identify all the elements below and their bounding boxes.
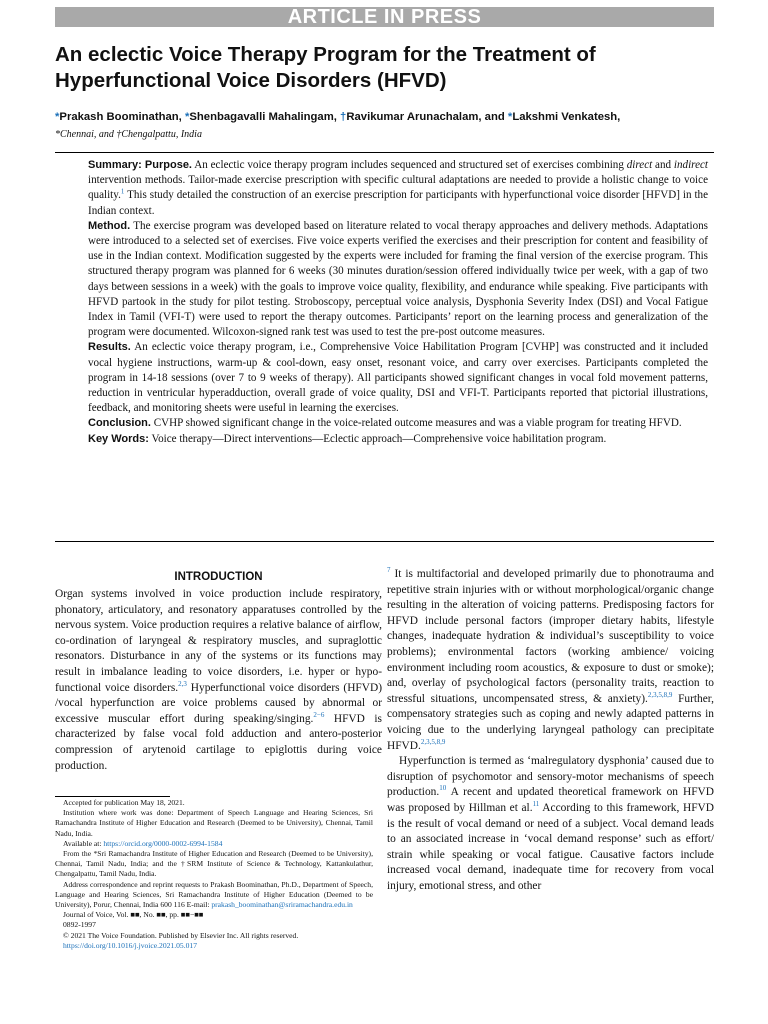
abstract-conclusion: Conclusion. CVHP showed significant change in the voice-related outcome measures and was a viable program for treating HFVD. (88, 417, 682, 430)
footnotes (55, 798, 373, 951)
issn: 0892-1997 (63, 920, 96, 930)
abstract (88, 158, 708, 447)
institution-note: Institution where work was done: Department of Speech Language and Hearing Sciences, Sri Ramachandra Institute of Higher Education and Research (Deemed to be University), Chennai, Tamil Nadu, India. (55, 808, 373, 838)
author-1[interactable]: *Prakash Boominathan, (55, 111, 185, 123)
article-in-press-banner: ARTICLE IN PRESS (55, 7, 714, 27)
results-label: Results. (88, 341, 131, 354)
availability-note: Available at: https://orcid.org/0000-0002-6994-1584 (63, 838, 223, 848)
citation-link[interactable]: 1 (120, 187, 125, 196)
abstract-method: Method. The exercise program was developed based on literature related to vocal therapy approaches and delivery methods. Adaptations were introduced to a selected set of exercises. Five voice experts verified the exercises and their prescription for content and feasibility of use in the Indian context. Modification suggested by the experts were included for framing the final version of the exercise program. This structured therapy program was planned for 6 weeks (30 minutes duration/session offered individually twice per week, with a gap of two days between sessions in a week) with the goals to improve voice quality, flexibility, and endurance while speaking. Five participants with HFVD partook in the study for pilot testing. Stroboscopy, perceptual voice analysis, Dysphonia Severity Index (DSI) and Vocal Fatigue Index in Tamil (VFI-T) were used to report the therapy outcomes. Participants’ report on the learning process and generalization of the program were documented. Wilcoxon-signed rank test was used to test the pre-post outcome measures. (88, 219, 708, 339)
accepted-date: Accepted for publication May 18, 2021. (63, 798, 185, 807)
author-2[interactable]: *Shenbagavalli Mahalingam, (184, 111, 341, 123)
method-label: Method. (88, 219, 131, 232)
conclusion-label: Conclusion. (88, 417, 151, 430)
doi-link[interactable]: https://doi.org/10.1016/j.jvoice.2021.05.017 (63, 940, 198, 950)
section-heading-introduction: INTRODUCTION (174, 571, 263, 583)
right-column (387, 567, 714, 894)
intro-paragraph-1-continued: $^7$ It is multifactorial and developed primarily due to phonotrauma and repetitive strain injuries with or without morphological/organic change resulting in the alteration of voicing patterns. Predisposing factors for HFVD include personal factors (improper dietary habits, lifestyle changes, inadequate hydration & individual’s susceptibility to voice problems); environmental factors (working ambience/ voicing environment including room acoustics, & exposure to dust or smoke); and, overlay of psychological factors (personality traits, reaction to stressful situations, uncompensated stress, & anxiety).$^{2,3,5,8,9}$ Further, compensatory strategies such as coping and newly adapted patterns in voicing due to the underlying laryngeal pathology can precipitate HFVD.$^{2,3,5,8,9}$ (387, 566, 714, 752)
citation-link[interactable]: 11 (532, 800, 540, 809)
abstract-results: Results. An eclectic voice therapy program, i.e., Comprehensive Voice Habilitation Program [CVHP] was constructed and it included vocal hygiene instructions, warm-up & cool-down, easy onset, resonant voice, and carry over exercises. Participants completed the program in 14-18 sessions (over 7 to 9 weeks of therapy). All participants showed significant changes in vocal fold movement patterns, reduction in ventricular hyperadduction, overall grade of voice quality, DSI and VFI-T. Participants reported that pictorial illustrations, feedback, and monitoring sheets were useful in learning the exercises. (88, 341, 708, 415)
abstract-keywords: Key Words: Voice therapy—Direct interventions—Eclectic approach—Comprehensive voice habilitation program. (88, 432, 607, 445)
affiliation-line: *Chennai, and †Chengalpattu, India (55, 129, 202, 140)
keywords-label: Key Words: (88, 432, 149, 445)
email-link[interactable]: prakash_boominathan@sriramachandra.edu.in (211, 900, 353, 910)
left-column (55, 570, 382, 774)
journal-info: Journal of Voice, Vol. ■■, No. ■■, pp. ■■−■■ (63, 910, 204, 920)
citation-link[interactable]: 2,3 (178, 679, 187, 688)
abstract-top-rule (55, 152, 714, 153)
citation-link[interactable]: 7 (387, 566, 391, 575)
summary-purpose-label: Summary: Purpose. (88, 159, 192, 171)
author-4[interactable]: *Lakshmi Venkatesh, (507, 111, 621, 123)
abstract-purpose: Summary: Purpose. An eclectic voice therapy program includes sequenced and structured set of exercises combining direct and indirect intervention methods. Tailor-made exercise prescription with specific cultural adaptations are needed to provide a holistic change to voice quality.$^1$ This study detailed the construction of an exercise prescription for participants with hyperfunctional voice disorder [HFVD] in the Indian context. (88, 159, 709, 217)
copyright: © 2021 The Voice Foundation. Published by Elsevier Inc. All rights reserved. (63, 930, 299, 940)
author-list (55, 110, 735, 125)
orcid-link[interactable]: https://orcid.org/0000-0002-6994-1584 (103, 838, 223, 848)
correspondence-note: Address correspondence and reprint requests to Prakash Boominathan, Ph.D., Department of Speech, Language and Hearing Sciences, Sri Ramachandra Institute of Higher Education (Deemed to be University), Porur, Chennai, India 600 116 E-mail: prakash_boominathan@sriramachandra.edu.in (55, 879, 373, 910)
article-title: An eclectic Voice Therapy Program for the Treatment of Hyperfunctional Voice Disorders (HFVD) (55, 43, 596, 92)
from-note: From the *Sri Ramachandra Institute of Higher Education and Research (Deemed to be University), Chennai, Tamil Nadu, India; and the †SRM Institute of Science & Technology, Kattankulathur, Chengalpattu, Tamil Nadu, India. (55, 849, 373, 879)
intro-paragraph-1: Organ systems involved in voice production include respiratory, phonatory, articulatory, and resonatory apparatuses controlled by the nervous system. Voice production requires a relative balance of airflow, co-ordination of laryngeal & respiratory muscles, and supraglottic resonators. Disturbance in any of the systems or its functions may result in imbalance leading to voice disorders, i.e. hyper or hypo-functional voice disorders.$^{2,3}$ Hyperfunctional voice disorders (HFVD) /vocal hyperfunction are voice problems caused by abnormal or excessive muscular effort during speaking/singing.$^{2-6}$ HFVD is characterized by false vocal fold adduction and antero-posterior compression of arytenoid cartilage to epiglottis during voice production. (55, 588, 383, 772)
citation-link[interactable]: 2,3,5,8,9 (420, 737, 446, 746)
abstract-bottom-rule (55, 541, 714, 542)
citation-link[interactable]: 2,3,5,8,9 (647, 690, 673, 699)
footnote-rule (55, 796, 170, 797)
citation-link[interactable]: 2−6 (313, 710, 325, 719)
intro-paragraph-2: Hyperfunction is termed as ‘malregulatory dysphonia’ caused due to disruption of psychomotor and sensory-motor mechanisms of speech production.$^{10}$ A recent and updated theoretical framework on HFVD was proposed by Hillman et al.$^{11}$ According to this framework, HFVD is the result of vocal demand or need of a subject. Vocal demand leads to an associated increase in ‘vocal demand response’ such as effort/ strain while speaking or vocal fatigue. Causative factors include increased vocal demand, inadequate time for recovery from vocal injury, emotional stress, and other (387, 755, 714, 892)
citation-link[interactable]: 10 (439, 784, 447, 793)
author-3[interactable]: †Ravikumar Arunachalam, and (340, 111, 508, 123)
